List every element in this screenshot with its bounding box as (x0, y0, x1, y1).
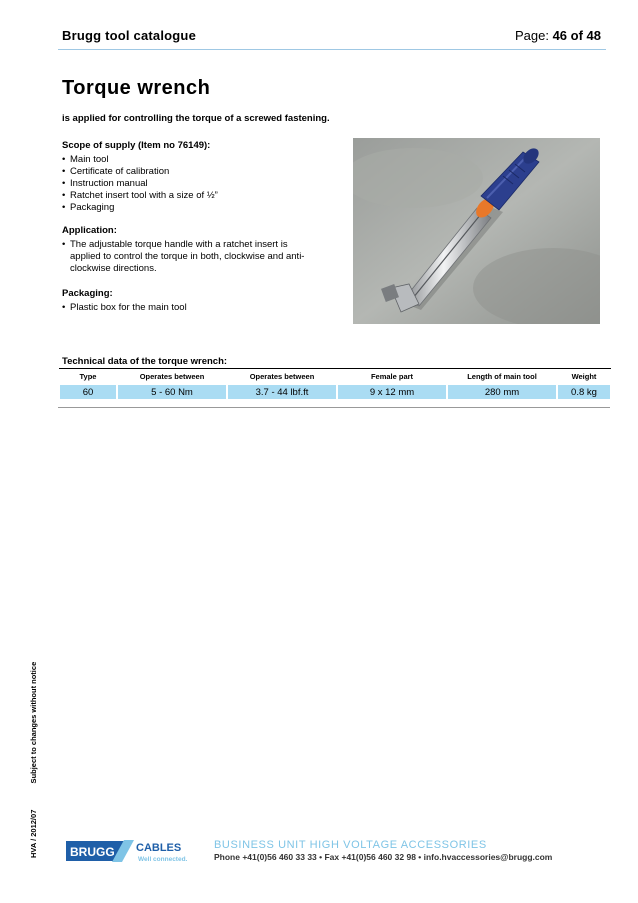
torque-wrench-photo (353, 138, 600, 324)
technical-data-table (58, 368, 612, 401)
header-divider (58, 49, 606, 50)
table-cell: 3.7 - 44 lbf.ft (227, 384, 337, 400)
application-heading: Application: (62, 225, 117, 236)
table-row (59, 384, 611, 400)
list-item: • Instruction manual (62, 178, 317, 190)
page-title: Torque wrench (62, 77, 211, 99)
list-item: • Plastic box for the main tool (62, 302, 317, 314)
scope-heading: Scope of supply (Item no 76149): (62, 140, 211, 151)
list-item: • Main tool (62, 154, 317, 166)
column-header: Operates between (227, 369, 337, 385)
side-note (29, 662, 38, 858)
page-indicator (515, 28, 601, 43)
column-header: Length of main tool (447, 369, 557, 385)
catalogue-title: Brugg tool catalogue (62, 28, 196, 43)
list-item: • Ratchet insert tool with a size of ½” (62, 190, 317, 202)
page-prefix: Page: (514, 28, 549, 43)
table-bottom-rule (58, 407, 610, 408)
column-header: Type (59, 369, 117, 385)
packaging-list (62, 302, 317, 314)
application-list (62, 239, 312, 275)
table-cell: 280 mm (447, 384, 557, 400)
logo-brugg-text: BRUGG (70, 845, 115, 859)
table-cell: 0.8 kg (557, 384, 611, 400)
technical-data-heading: Technical data of the torque wrench: (62, 356, 228, 367)
contact-line: Phone +41(0)56 460 33 33 • Fax +41(0)56 460 32 98 • info.hvaccessories@brugg.com (214, 852, 553, 862)
document-code: HVA / 2012/07 (29, 809, 38, 858)
scope-list (62, 154, 317, 214)
table-header-row (59, 369, 611, 385)
column-header: Female part (337, 369, 447, 385)
logo-cables-text: CABLES (136, 842, 182, 854)
brugg-cables-logo (62, 838, 198, 864)
list-item: • The adjustable torque handle with a ratchet insert is applied to control the torque in both, clockwise and anti-clockwise directions. (62, 239, 312, 275)
list-item: • Certificate of calibration (62, 166, 317, 178)
page-subtitle: is applied for controlling the torque of a screwed fastening. (62, 113, 330, 124)
column-header: Operates between (117, 369, 227, 385)
table-cell: 9 x 12 mm (337, 384, 447, 400)
list-item: • Packaging (62, 202, 317, 214)
logo-tagline: Well connected. (138, 856, 188, 863)
table-cell: 60 (59, 384, 117, 400)
table-cell: 5 - 60 Nm (117, 384, 227, 400)
page-number: 46 of 48 (552, 28, 601, 43)
packaging-heading: Packaging: (62, 288, 113, 299)
disclaimer-text: Subject to changes without notice (29, 661, 38, 784)
column-header: Weight (557, 369, 611, 385)
business-unit: BUSINESS UNIT HIGH VOLTAGE ACCESSORIES (214, 839, 487, 851)
